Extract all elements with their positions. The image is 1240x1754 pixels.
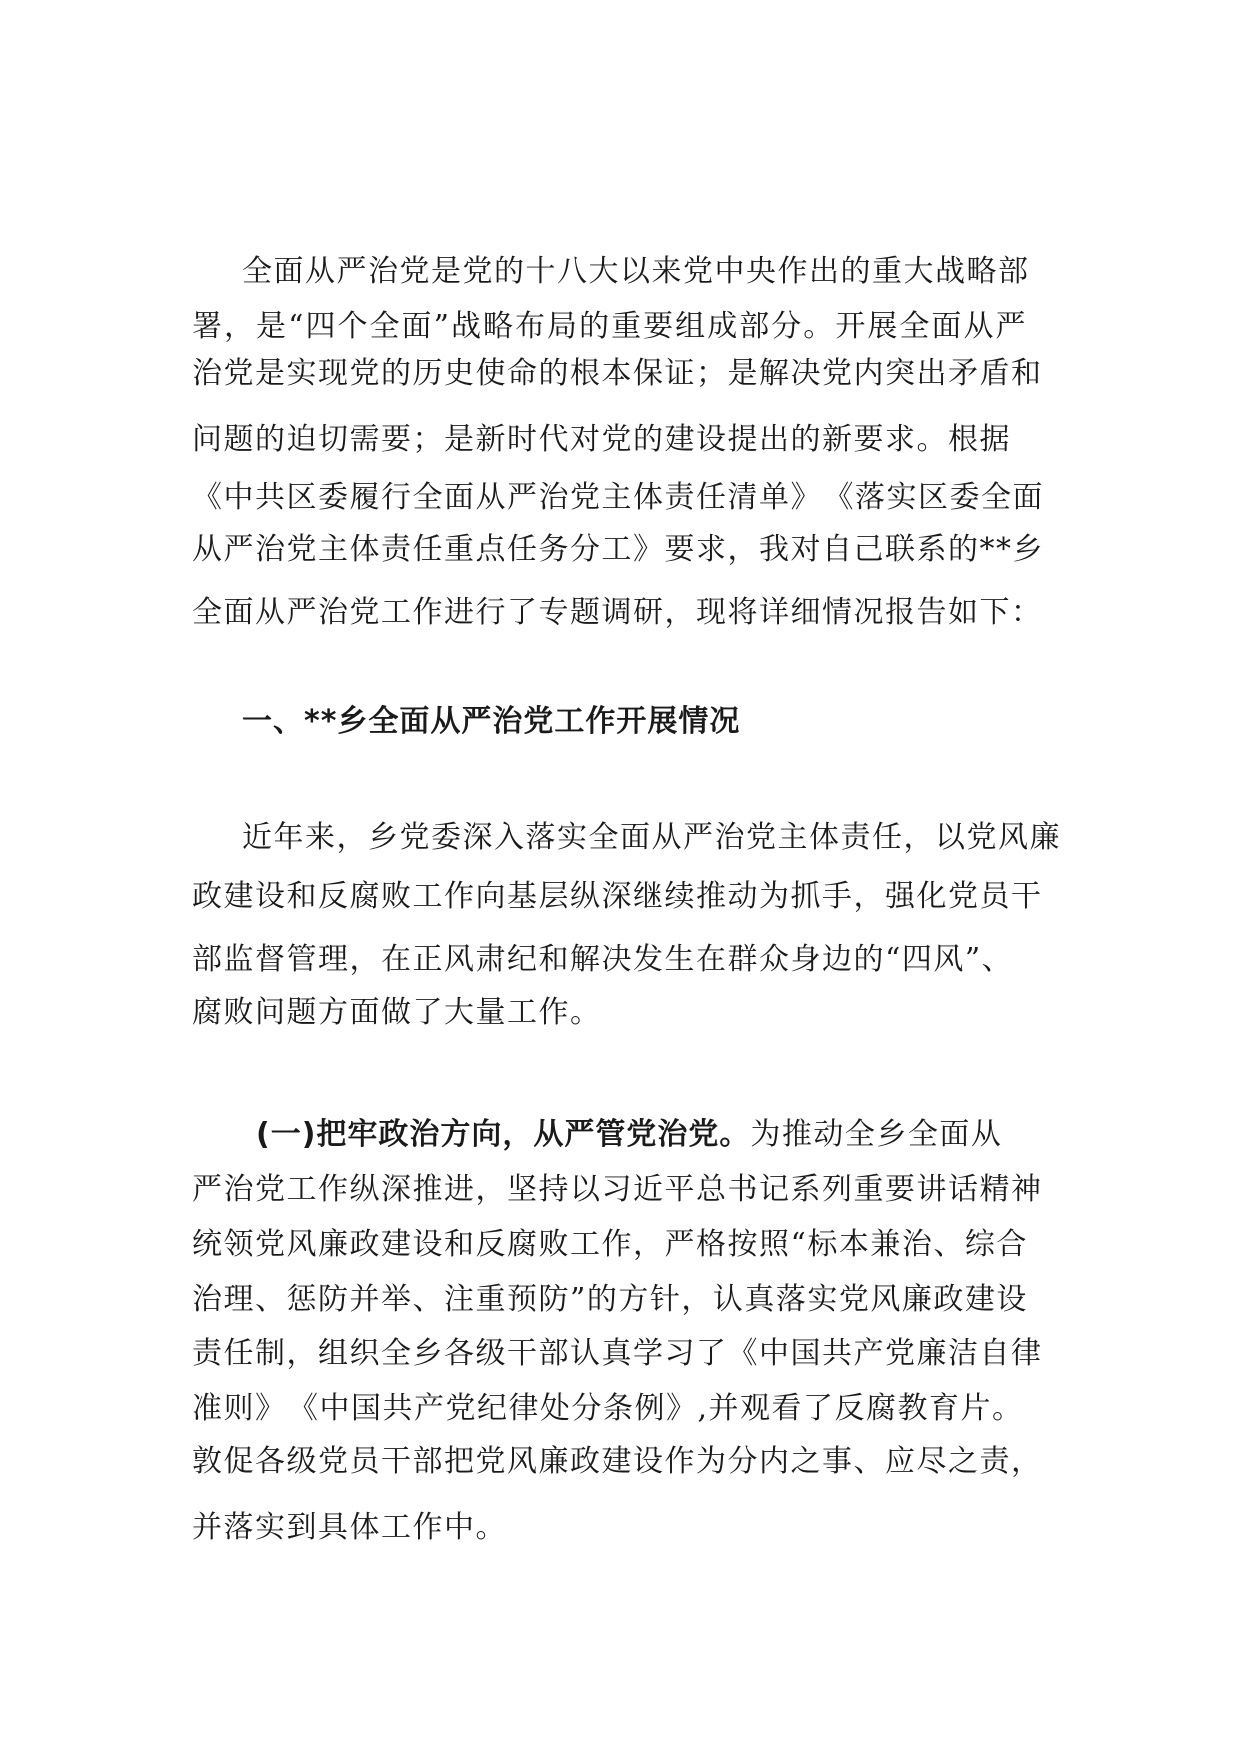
intro-line-7: 全面从严治党工作进行了专题调研，现将详细情况报告如下： xyxy=(192,595,1043,630)
section1-line-2: 政建设和反腐败工作向基层纵深继续推动为抓手，强化党员干 xyxy=(192,879,1043,914)
subsection1-line-2: 严治党工作纵深推进，坚持以习近平总书记系列重要讲话精神 xyxy=(192,1172,1043,1207)
subsection1-first-line xyxy=(256,1115,1026,1155)
subsection1-line-5: 责任制，组织全乡各级干部认真学习了《中国共产党廉洁自律 xyxy=(192,1336,1043,1371)
intro-line-5: 《中共区委履行全面从严治党主体责任清单》 《落实区委全面 xyxy=(192,480,1044,515)
intro-line-2: 署，是“四个全面”战略布局的重要组成部分。开展全面从严 xyxy=(192,309,1027,344)
subsection1-line-8: 并落实到具体工作中。 xyxy=(192,1510,507,1545)
subsection1-line-4: 治理、惩防并举、注重预防”的方针，认真落实党风廉政建设 xyxy=(192,1282,1028,1317)
section1-line-3: 部监督管理，在正风肃纪和解决发生在群众身边的“四风”、 xyxy=(192,942,1014,977)
section1-line-4: 腐败问题方面做了大量工作。 xyxy=(192,995,602,1030)
intro-line-1: 全面从严治党是党的十八大以来党中央作出的重大战略部 xyxy=(242,254,1030,289)
subsection1-line-6: 准则》 《中国共产党纪律处分条例》,并观看了反腐教育片。 xyxy=(192,1391,1024,1426)
intro-line-4: 问题的迫切需要；是新时代对党的建设提出的新要求。根据 xyxy=(192,422,1011,457)
subsection1-line-3: 统领党风廉政建设和反腐败工作，严格按照“标本兼治、综合 xyxy=(192,1227,1028,1262)
section-heading: 一、**乡全面从严治党工作开展情况 xyxy=(242,704,741,739)
subsection1-lead: (一)把牢政治方向，从严管党治党。 xyxy=(256,1117,751,1152)
subsection1-line-7: 敦促各级党员干部把党风廉政建设作为分内之事、应尽之责， xyxy=(192,1444,1043,1479)
intro-line-3: 治党是实现党的历史使命的根本保证；是解决党内突出矛盾和 xyxy=(192,356,1043,391)
subsection1-first-line-rest: 为推动全乡全面从 xyxy=(750,1117,1003,1152)
section1-line-1: 近年来，乡党委深入落实全面从严治党主体责任，以党风廉 xyxy=(242,820,1061,855)
intro-line-6: 从严治党主体责任重点任务分工》要求，我对自己联系的**乡 xyxy=(192,532,1044,567)
